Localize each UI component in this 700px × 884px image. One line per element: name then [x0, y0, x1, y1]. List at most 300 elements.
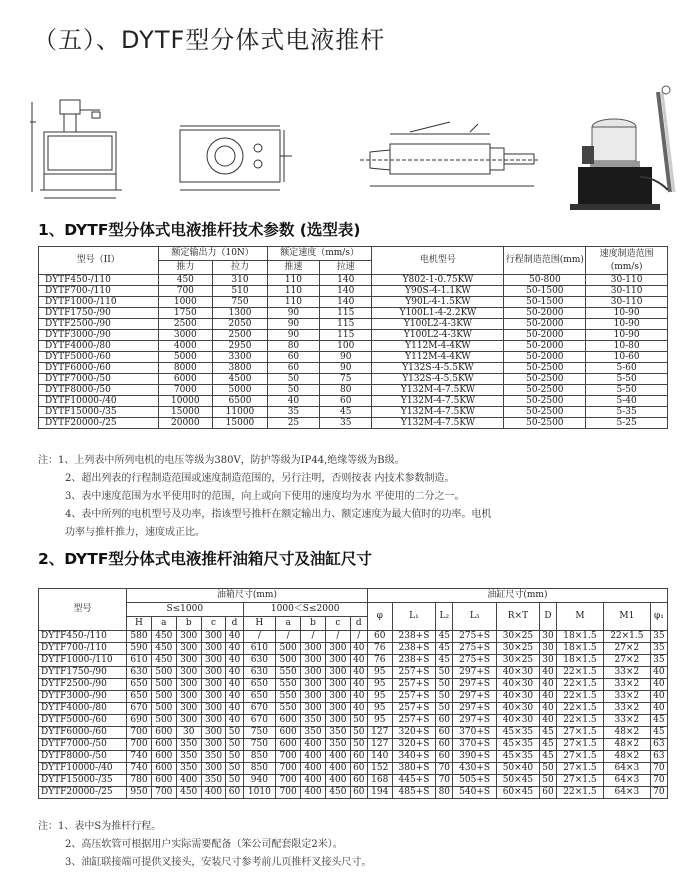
- table-cell: 60: [350, 763, 367, 775]
- table-cell: 940: [243, 775, 276, 787]
- header-s-large: 1000＜S≤2000: [243, 603, 367, 617]
- table-cell: 300: [201, 703, 226, 715]
- table-cell: 63: [650, 751, 667, 763]
- model-cell: DYTF7000-/50: [39, 739, 127, 751]
- table-cell: 48×2: [603, 727, 650, 739]
- table-cell: 350: [325, 727, 350, 739]
- table-cell: 485+S: [392, 787, 436, 799]
- header-phi1: φ₁: [650, 603, 667, 631]
- table-cell: 400: [301, 739, 326, 751]
- table-row: [39, 330, 668, 341]
- table-cell: 300: [325, 691, 350, 703]
- table-cell: 140: [367, 751, 392, 763]
- table-cell: 140: [320, 286, 372, 297]
- table-cell: 5000: [213, 385, 268, 396]
- model-cell: DYTF4000-/80: [39, 341, 159, 352]
- table-cell: 64×3: [603, 763, 650, 775]
- table-cell: /: [350, 631, 367, 643]
- table-cell: 80: [436, 787, 453, 799]
- table-cell: 238+S: [392, 643, 436, 655]
- table-cell: 50: [267, 385, 319, 396]
- table-cell: 50: [226, 751, 243, 763]
- cylinder-drawing: [360, 122, 540, 186]
- table-cell: 22×1.5: [556, 691, 603, 703]
- table-cell: 750: [243, 727, 276, 739]
- table-cell: 95: [367, 703, 392, 715]
- table-cell: 300: [301, 643, 326, 655]
- table-cell: 300: [301, 703, 326, 715]
- table-cell: 350: [201, 775, 226, 787]
- table-cell: 700: [127, 727, 152, 739]
- table-cell: 350: [201, 751, 226, 763]
- table-cell: 22×1.5: [556, 679, 603, 691]
- table-cell: 300: [301, 679, 326, 691]
- table-cell: 400: [325, 763, 350, 775]
- header-d-cyl: D: [539, 603, 556, 631]
- table-cell: 670: [243, 715, 276, 727]
- table-cell: 90: [267, 319, 319, 330]
- table-row: [39, 787, 668, 799]
- table-cell: 45: [650, 727, 667, 739]
- table-cell: 3800: [213, 363, 268, 374]
- table-cell: 40: [539, 679, 556, 691]
- table-cell: 30-110: [586, 275, 668, 286]
- table-row: [39, 643, 668, 655]
- table-row: [39, 352, 668, 363]
- model-cell: DYTF3000-/90: [39, 691, 127, 703]
- table-row: [39, 703, 668, 715]
- table-cell: 60: [350, 775, 367, 787]
- table-cell: 50-2500: [504, 418, 586, 429]
- table-cell: 257+S: [392, 667, 436, 679]
- table-cell: 33×2: [603, 667, 650, 679]
- table-cell: 35: [320, 418, 372, 429]
- table-cell: 40: [226, 667, 243, 679]
- table-cell: 40: [350, 691, 367, 703]
- table-cell: 780: [127, 775, 152, 787]
- table-row: [39, 679, 668, 691]
- header-force: 额定输出力（10N）: [158, 247, 267, 261]
- table-row: [39, 715, 668, 727]
- table-cell: 40: [350, 667, 367, 679]
- table-cell: 300: [325, 643, 350, 655]
- header-a: a: [276, 617, 301, 631]
- table-cell: 50×45: [496, 775, 539, 787]
- table-cell: 50: [226, 727, 243, 739]
- table-cell: 127: [367, 727, 392, 739]
- model-cell: DYTF1000-/110: [39, 297, 159, 308]
- table-cell: 550: [276, 679, 301, 691]
- table-cell: 700: [127, 739, 152, 751]
- table-cell: 238+S: [392, 655, 436, 667]
- spec-table-body: [39, 275, 668, 429]
- table-cell: 50: [436, 703, 453, 715]
- table-cell: 590: [127, 643, 152, 655]
- table-cell: 18×1.5: [556, 643, 603, 655]
- table-cell: 600: [151, 763, 176, 775]
- table-cell: 48×2: [603, 751, 650, 763]
- table-cell: 45: [320, 407, 372, 418]
- tank-elevation-drawing: [30, 100, 122, 198]
- table-cell: 15000: [213, 418, 268, 429]
- table-cell: 45: [650, 715, 667, 727]
- table-cell: 600: [276, 739, 301, 751]
- table-cell: 40: [650, 667, 667, 679]
- page-title: （五）、DYTF型分体式电液推杆: [33, 26, 386, 54]
- table-cell: 40: [226, 703, 243, 715]
- table-cell: 1010: [243, 787, 276, 799]
- table-row: [39, 319, 668, 330]
- table-cell: 370+S: [453, 727, 497, 739]
- table-cell: 30×25: [496, 643, 539, 655]
- table-cell: 505+S: [453, 775, 497, 787]
- table-cell: 300: [176, 643, 201, 655]
- model-cell: DYTF10000-/40: [39, 763, 127, 775]
- header-c: c: [325, 617, 350, 631]
- table-cell: 300: [325, 655, 350, 667]
- header-push: 推力: [158, 261, 213, 275]
- table-cell: 540+S: [453, 787, 497, 799]
- table-cell: 95: [367, 679, 392, 691]
- table-cell: 8000: [158, 363, 213, 374]
- table-cell: 35: [650, 631, 667, 643]
- table-cell: 5-50: [586, 385, 668, 396]
- table-cell: 550: [276, 703, 301, 715]
- table-cell: 60: [267, 352, 319, 363]
- table-cell: 40: [650, 703, 667, 715]
- model-cell: DYTF10000-/40: [39, 396, 159, 407]
- table-cell: 300: [325, 703, 350, 715]
- table-cell: 10000: [158, 396, 213, 407]
- model-cell: DYTF1750-/90: [39, 308, 159, 319]
- section1-heading: 1、DYTF型分体式电液推杆技术参数 (选型表): [38, 221, 361, 239]
- table-cell: 650: [243, 679, 276, 691]
- table-cell: 40×30: [496, 703, 539, 715]
- table-cell: 275+S: [453, 655, 497, 667]
- section1-notes: [38, 452, 678, 542]
- table-cell: 300: [201, 739, 226, 751]
- table-cell: 580: [127, 631, 152, 643]
- table-cell: 30×25: [496, 655, 539, 667]
- header-b: b: [301, 617, 326, 631]
- table-cell: 450: [151, 631, 176, 643]
- table-cell: 50-800: [504, 275, 586, 286]
- table-cell: 110: [267, 286, 319, 297]
- table-cell: 300: [301, 667, 326, 679]
- table-cell: 40: [267, 396, 319, 407]
- table-cell: 257+S: [392, 679, 436, 691]
- table-cell: 650: [127, 691, 152, 703]
- model-cell: DYTF5000-/60: [39, 352, 159, 363]
- table-cell: /: [276, 631, 301, 643]
- table-cell: 630: [243, 655, 276, 667]
- table-cell: 11000: [213, 407, 268, 418]
- table-row: [39, 667, 668, 679]
- table-cell: 2500: [213, 330, 268, 341]
- table-cell: 35: [650, 643, 667, 655]
- note-line: 3、油缸联接端可提供叉接头，安装尺寸参考前儿页推杆叉接头尺寸。: [65, 857, 372, 868]
- dimension-table: [38, 588, 668, 799]
- table-cell: 257+S: [392, 691, 436, 703]
- table-cell: 60: [436, 715, 453, 727]
- table-cell: 45: [436, 643, 453, 655]
- model-cell: DYTF1000-/110: [39, 655, 127, 667]
- table-cell: 194: [367, 787, 392, 799]
- table-cell: 15000: [158, 407, 213, 418]
- table-cell: 275+S: [453, 643, 497, 655]
- table-row: [39, 775, 668, 787]
- note-line: 3、表中速度范围为水平使用时的范围，向上或向下使用的速度均为水 平使用的二分之一。: [65, 491, 465, 502]
- flange-plan-drawing: [180, 126, 292, 190]
- table-cell: Y132S-4-5.5KW: [372, 374, 504, 385]
- table-row: [39, 751, 668, 763]
- header-speed: 额定速度（mm/s）: [267, 247, 372, 261]
- table-cell: 115: [320, 330, 372, 341]
- table-cell: 90: [320, 352, 372, 363]
- table-cell: 64×3: [603, 787, 650, 799]
- table-cell: 50×40: [496, 763, 539, 775]
- dimension-table-body: [39, 631, 668, 799]
- table-cell: 33×2: [603, 703, 650, 715]
- table-cell: 27×1.5: [556, 763, 603, 775]
- table-cell: 300: [201, 679, 226, 691]
- table-cell: 700: [276, 751, 301, 763]
- table-cell: 10-90: [586, 330, 668, 341]
- table-cell: 27×1.5: [556, 751, 603, 763]
- table-cell: 5000: [158, 352, 213, 363]
- table-cell: 40: [539, 667, 556, 679]
- table-cell: 40: [226, 655, 243, 667]
- table-cell: 445+S: [392, 775, 436, 787]
- table-cell: 22×1.5: [603, 631, 650, 643]
- table-cell: 257+S: [392, 703, 436, 715]
- header-model: 型号（II）: [39, 247, 159, 275]
- table-cell: 370+S: [453, 739, 497, 751]
- header-m: M: [556, 603, 603, 631]
- note-line: 功率与推杆推力，速度成正比。: [65, 527, 205, 538]
- header-rxt: R×T: [496, 603, 539, 631]
- table-cell: 5-60: [586, 363, 668, 374]
- table-row: [39, 739, 668, 751]
- table-cell: 45: [539, 739, 556, 751]
- technical-drawings: [30, 82, 690, 212]
- section2-notes: [38, 818, 678, 872]
- table-cell: 40×30: [496, 691, 539, 703]
- table-cell: 90: [320, 363, 372, 374]
- table-row: [39, 286, 668, 297]
- table-cell: 390+S: [453, 751, 497, 763]
- table-cell: 20000: [158, 418, 213, 429]
- table-cell: 22×1.5: [556, 715, 603, 727]
- table-cell: 60: [350, 751, 367, 763]
- table-cell: 430+S: [453, 763, 497, 775]
- table-cell: 22×1.5: [556, 787, 603, 799]
- table-cell: 340+S: [392, 751, 436, 763]
- table-cell: 95: [367, 715, 392, 727]
- table-cell: 300: [176, 691, 201, 703]
- table-cell: /: [301, 631, 326, 643]
- table-row: [39, 418, 668, 429]
- table-cell: 60: [226, 787, 243, 799]
- table-cell: 610: [243, 643, 276, 655]
- table-cell: 115: [320, 308, 372, 319]
- table-cell: /: [325, 631, 350, 643]
- table-cell: Y132M-4-7.5KW: [372, 385, 504, 396]
- table-cell: 40: [226, 643, 243, 655]
- table-cell: 6000: [158, 374, 213, 385]
- table-cell: 40: [350, 643, 367, 655]
- header-h: H: [243, 617, 276, 631]
- table-row: [39, 407, 668, 418]
- table-row: [39, 691, 668, 703]
- table-cell: 5-25: [586, 418, 668, 429]
- table-cell: 127: [367, 739, 392, 751]
- table-cell: 275+S: [453, 631, 497, 643]
- table-cell: Y90S-4-1.1KW: [372, 286, 504, 297]
- table-cell: Y112M-4-4KW: [372, 352, 504, 363]
- table-cell: 80: [267, 341, 319, 352]
- table-cell: 60: [436, 751, 453, 763]
- table-cell: 850: [243, 751, 276, 763]
- table-cell: 45×35: [496, 751, 539, 763]
- table-cell: Y90L-4-1.5KW: [372, 297, 504, 308]
- table-cell: 300: [201, 691, 226, 703]
- table-cell: 50-2000: [504, 308, 586, 319]
- model-cell: DYTF15000-/35: [39, 407, 159, 418]
- table-cell: 10-90: [586, 319, 668, 330]
- table-cell: 95: [367, 667, 392, 679]
- table-cell: 40: [539, 715, 556, 727]
- table-cell: 10-90: [586, 308, 668, 319]
- table-cell: 740: [127, 763, 152, 775]
- table-cell: 300: [325, 667, 350, 679]
- table-cell: 300: [176, 667, 201, 679]
- table-cell: 500: [151, 703, 176, 715]
- table-cell: 350: [301, 715, 326, 727]
- table-cell: 300: [301, 655, 326, 667]
- header-cylinder: 油缸尺寸(mm): [367, 589, 667, 603]
- header-motor: 电机型号: [372, 247, 504, 275]
- table-cell: 550: [276, 667, 301, 679]
- table-cell: 750: [213, 297, 268, 308]
- header-l3: L₃: [453, 603, 497, 631]
- table-cell: 48×2: [603, 739, 650, 751]
- table-cell: 27×2: [603, 643, 650, 655]
- table-cell: 18×1.5: [556, 631, 603, 643]
- table-cell: 100: [320, 341, 372, 352]
- table-cell: 297+S: [453, 703, 497, 715]
- table-cell: 27×2: [603, 655, 650, 667]
- table-row: [39, 308, 668, 319]
- model-cell: DYTF5000-/60: [39, 715, 127, 727]
- table-cell: 50-2500: [504, 407, 586, 418]
- table-cell: 50: [539, 775, 556, 787]
- table-cell: 90: [267, 308, 319, 319]
- table-row: [39, 297, 668, 308]
- table-cell: 300: [176, 679, 201, 691]
- note-line: 注：1、上列表中所列电机的电压等级为380V，防护等级为IP44,绝缘等级为B级。: [38, 455, 405, 466]
- table-cell: 35: [650, 655, 667, 667]
- table-row: [39, 341, 668, 352]
- table-cell: 6500: [213, 396, 268, 407]
- table-cell: 60×45: [496, 787, 539, 799]
- header-l1: L₁: [392, 603, 436, 631]
- table-cell: 350: [301, 727, 326, 739]
- table-cell: 140: [320, 275, 372, 286]
- model-cell: DYTF3000-/90: [39, 330, 159, 341]
- table-cell: 50: [436, 667, 453, 679]
- table-cell: 10-60: [586, 352, 668, 363]
- table-cell: 110: [267, 297, 319, 308]
- table-cell: 600: [151, 739, 176, 751]
- table-cell: Y100L2-4-3KW: [372, 319, 504, 330]
- table-cell: 50: [226, 763, 243, 775]
- table-cell: 40: [226, 715, 243, 727]
- table-row: [39, 655, 668, 667]
- table-cell: 50: [350, 727, 367, 739]
- table-cell: 40: [226, 679, 243, 691]
- table-cell: 70: [436, 763, 453, 775]
- table-cell: /: [243, 631, 276, 643]
- table-cell: 50: [267, 374, 319, 385]
- table-cell: 45×35: [496, 727, 539, 739]
- table-cell: 700: [151, 787, 176, 799]
- table-cell: 2050: [213, 319, 268, 330]
- table-cell: 300: [201, 643, 226, 655]
- table-cell: 700: [276, 787, 301, 799]
- table-cell: 610: [127, 655, 152, 667]
- table-cell: 600: [151, 775, 176, 787]
- table-cell: 400: [201, 787, 226, 799]
- table-cell: 450: [151, 643, 176, 655]
- table-cell: 40: [226, 631, 243, 643]
- table-cell: 95: [367, 691, 392, 703]
- table-cell: 310: [213, 275, 268, 286]
- table-cell: 50-2500: [504, 374, 586, 385]
- table-cell: 50-1500: [504, 286, 586, 297]
- header-a: a: [151, 617, 176, 631]
- table-cell: 50-2000: [504, 319, 586, 330]
- table-cell: 60: [367, 631, 392, 643]
- table-cell: 380+S: [392, 763, 436, 775]
- table-cell: 168: [367, 775, 392, 787]
- table-cell: 115: [320, 319, 372, 330]
- table-cell: 50-2500: [504, 396, 586, 407]
- table-cell: 670: [127, 703, 152, 715]
- model-cell: DYTF15000-/35: [39, 775, 127, 787]
- table-row: [39, 363, 668, 374]
- table-cell: 320+S: [392, 739, 436, 751]
- table-cell: 300: [201, 631, 226, 643]
- table-cell: 60: [350, 787, 367, 799]
- table-cell: 50-2000: [504, 341, 586, 352]
- table-row: [39, 763, 668, 775]
- table-cell: 50-2500: [504, 385, 586, 396]
- table-cell: 75: [320, 374, 372, 385]
- table-cell: 50-2000: [504, 352, 586, 363]
- table-cell: 140: [320, 297, 372, 308]
- table-cell: 600: [276, 727, 301, 739]
- table-cell: 5-35: [586, 407, 668, 418]
- table-cell: 700: [276, 775, 301, 787]
- table-cell: 297+S: [453, 679, 497, 691]
- header-pull-speed: 拉速: [320, 261, 372, 275]
- table-cell: 4000: [158, 341, 213, 352]
- table-cell: 45: [436, 655, 453, 667]
- table-cell: 297+S: [453, 667, 497, 679]
- table-cell: 400: [325, 751, 350, 763]
- table-cell: 700: [276, 763, 301, 775]
